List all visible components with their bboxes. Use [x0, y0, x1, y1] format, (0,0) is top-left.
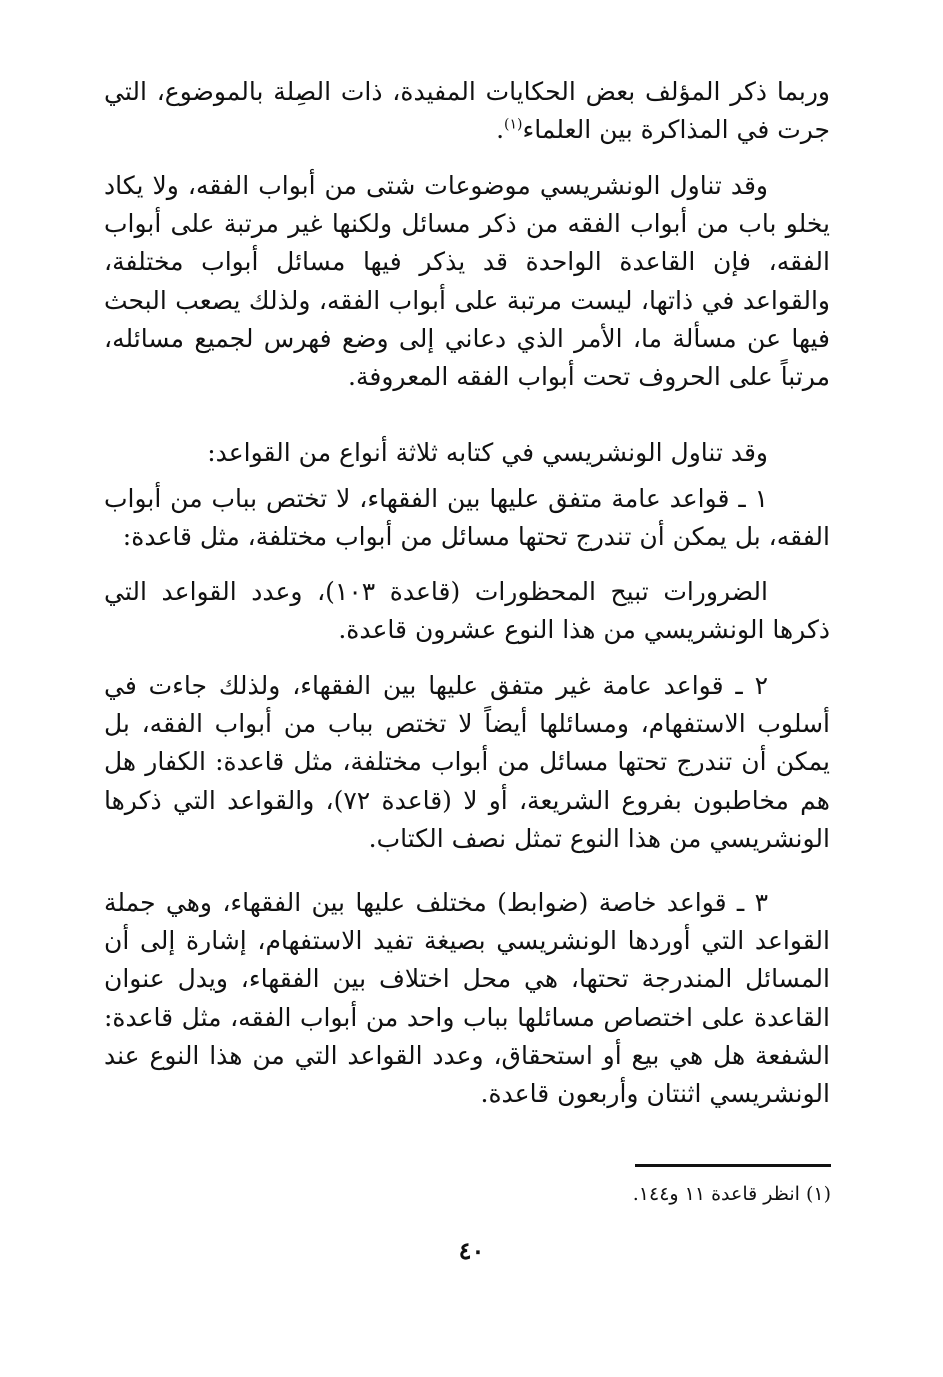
paragraph-5-block	[104, 573, 830, 649]
footnote: (١) انظر قاعدة ١١ و١٤٤.	[632, 1183, 831, 1205]
paragraph-1	[104, 73, 830, 149]
paragraph-6-block	[104, 667, 830, 858]
paragraph-7-block	[104, 884, 830, 1113]
paragraph-1-end: .	[496, 115, 505, 145]
paragraph-4: ١ ـ قواعد عامة متفق عليها بين الفقهاء، لا تختص بباب من أبواب الفقه، بل يمكن أن تندرج تحتها مسائل من أبواب مختلفة، مثل قاعدة:	[104, 484, 830, 552]
paragraph-6: ٢ ـ قواعد عامة غير متفق عليها بين الفقهاء، ولذلك جاءت في أسلوب الاستفهام، ومسائلها أيضاً لا تختص بباب من أبواب الفقه، بل يمكن أن تندرج تحتها مسائل من أبواب مختلفة، مثل قاعدة: الكفار هل هم مخاطبون بفروع الشريعة، أو لا (قاعدة ٧٢)، والقواعد التي ذكرها الونشريسي من هذا النوع تمثل نصف الكتاب.	[104, 671, 830, 853]
footnote-divider	[635, 1164, 831, 1167]
paragraph-5: الضرورات تبيح المحظورات (قاعدة ١٠٣)، وعدد القواعد التي ذكرها الونشريسي من هذا النوع عشرون قاعدة.	[104, 577, 830, 645]
footnote-reference[interactable]: (١)	[504, 116, 523, 133]
intro-paragraph-block	[104, 73, 830, 149]
paragraph-1-text: وربما ذكر المؤلف بعض الحكايات المفيدة، ذات الصِلة بالموضوع، التي جرت في المذاكرة بين العلماء	[104, 77, 830, 145]
paragraph-2-block	[104, 167, 830, 396]
paragraph-3: وقد تناول الونشريسي في كتابه ثلاثة أنواع من القواعد:	[207, 438, 768, 467]
paragraph-2: وقد تناول الونشريسي موضوعات شتى من أبواب الفقه، ولا يكاد يخلو باب من أبواب الفقه من ذكر مسائل ولكنها غير مرتبة على أبواب الفقه، فإن القاعدة الواحدة قد يذكر فيها مسائل أبواب مختلفة، والقواعد في ذاتها، ليست مرتبة على أبواب الفقه، ولذلك يصعب البحث فيها عن مسألة ما، الأمر الذي دعاني إلى وضع فهرس لجميع مسائله، مرتباً على الحروف تحت أبواب الفقه المعروفة.	[104, 171, 830, 392]
paragraph-3-block	[104, 434, 830, 472]
page-number: ٤٠	[458, 1236, 485, 1265]
paragraph-7: ٣ ـ قواعد خاصة (ضوابط) مختلف عليها بين الفقهاء، وهي جملة القواعد التي أوردها الونشريسي بصيغة تفيد الاستفهام، إشارة إلى أن المسائل المندرجة تحتها، هي محل اختلاف بين الفقهاء، ويدل عنوان القاعدة على اختصاص مسائلها بباب واحد من أبواب الفقه، مثل قاعدة: الشفعة هل هي بيع أو استحقاق، وعدد القواعد التي من هذا النوع عند الونشريسي اثنتان وأربعون قاعدة.	[104, 888, 830, 1109]
paragraph-4-block	[104, 480, 830, 556]
